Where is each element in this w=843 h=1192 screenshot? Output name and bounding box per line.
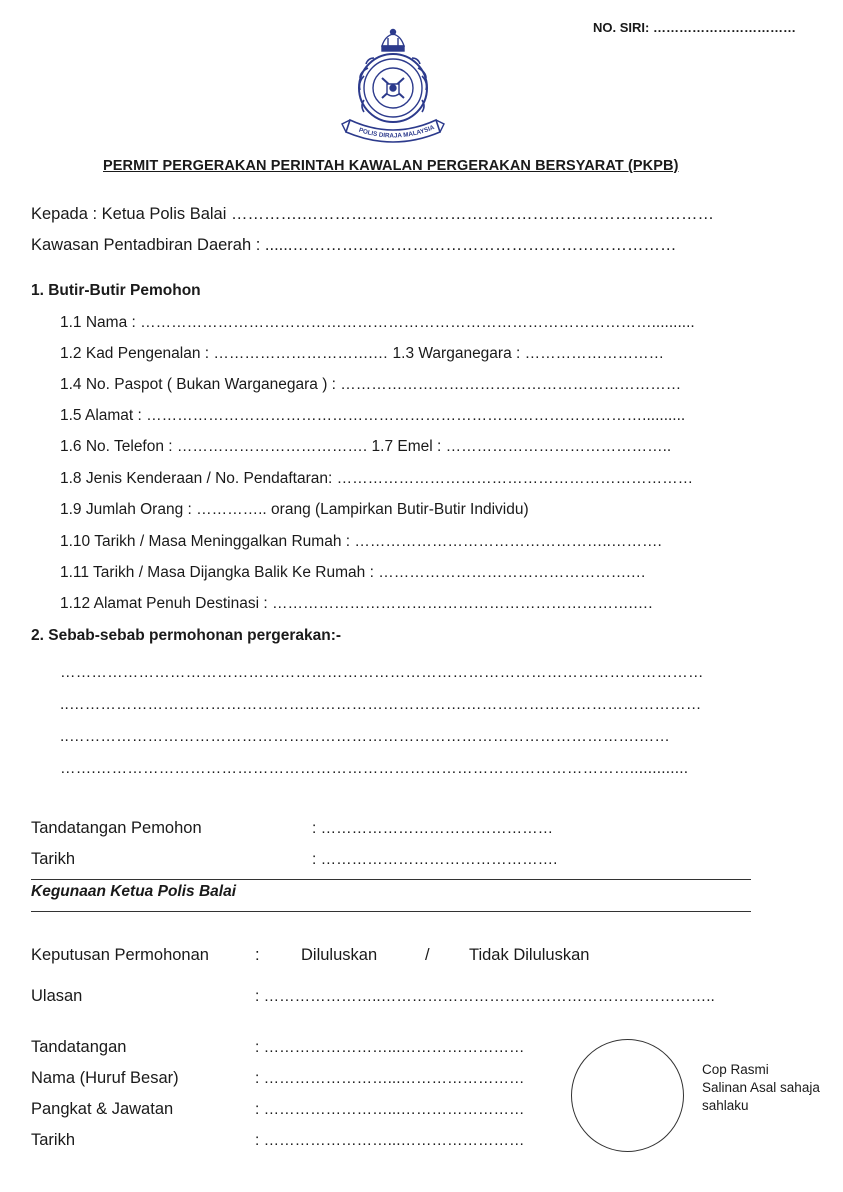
field-address[interactable]: 1.5 Alamat : …………………………………………………………………………………….......... [60,407,686,424]
section2-heading: 2. Sebab-sebab permohonan pergerakan:- [31,627,342,644]
section1-heading: 1. Butir-Butir Pemohon [31,282,201,299]
decision-colon: : [255,946,260,964]
stamp-note-line: Salinan Asal sahaja [702,1080,820,1095]
applicant-signature-field[interactable]: : ……………………………………… [312,820,554,837]
field-passport[interactable]: 1.4 No. Paspot ( Bukan Warganegara ) : ………………………………………………………… [60,376,682,393]
field-depart-time[interactable]: 1.10 Tarikh / Masa Meninggalkan Rumah : …………………………………………..………. [60,533,662,550]
official-stamp-circle [571,1039,684,1152]
serial-number: NO. SIRI: …………………………… [593,20,796,35]
remarks-label: Ulasan [31,987,83,1005]
field-persons[interactable]: 1.9 Jumlah Orang : ………….. orang (Lampirkan Butir-Butir Individu) [60,501,529,518]
officer-rank-field[interactable]: : ……………………...…………………… [255,1101,525,1118]
remarks-field[interactable]: : …………………..……………………………………………………….. [255,988,715,1005]
divider-top [31,879,751,880]
document-title: PERMIT PERGERAKAN PERINTAH KAWALAN PERGERAKAN BERSYARAT (PKPB) [103,158,679,174]
field-phone-email[interactable]: 1.6 No. Telefon : ………………………………. 1.7 Emel : …………………………………….. [60,438,672,455]
field-ic-citizenship[interactable]: 1.2 Kad Pengenalan : ………………………….… 1.3 Warganegara : ……………………… [60,345,665,362]
reason-line[interactable]: ..………………………………………………………………….……………………………………… [60,696,702,713]
decision-label: Keputusan Permohonan [31,946,209,964]
field-destination[interactable]: 1.12 Alamat Penuh Destinasi : …………………………………………………………….…. [60,595,653,612]
reason-line[interactable]: ..……………………………………………………………………………………………….…… [60,728,671,745]
applicant-date-label: Tarikh [31,850,76,868]
applicant-date-field[interactable]: : ………………………………………. [312,851,558,868]
officer-rank-label: Pangkat & Jawatan [31,1100,174,1118]
officer-date-field[interactable]: : ……………………...…………………… [255,1132,525,1149]
officer-section-heading: Kegunaan Ketua Polis Balai [31,883,236,900]
district-line[interactable]: Kawasan Pentadbiran Daerah : ......………….………………………………………………… [31,236,677,254]
crest-ribbon-text: POLIS DIRAJA MALAYSIA [357,124,436,140]
stamp-note-line: sahlaku [702,1098,749,1113]
divider-bottom [31,911,751,912]
decision-rejected-option[interactable]: Tidak Diluluskan [469,946,590,964]
addressee-line[interactable]: Kepada : Ketua Polis Balai ………….………………………………………………………………… [31,205,715,223]
officer-name-label: Nama (Huruf Besar) [31,1069,179,1087]
officer-date-label: Tarikh [31,1131,76,1149]
field-vehicle[interactable]: 1.8 Jenis Kenderaan / No. Pendaftaran: …………………………………………………………… [60,470,694,487]
officer-signature-label: Tandatangan [31,1038,127,1056]
decision-approved-option[interactable]: Diluluskan [301,946,378,964]
stamp-note-line: Cop Rasmi [702,1062,769,1077]
reason-line[interactable]: …….…………………………………………………………………………………………............. [60,760,689,777]
reason-line[interactable]: …………………………………………………………………………………………………………… [60,664,704,681]
applicant-signature-label: Tandatangan Pemohon [31,819,202,837]
officer-signature-field[interactable]: : ……………………...…………………… [255,1039,525,1056]
police-crest-logo [338,28,448,143]
field-return-time[interactable]: 1.11 Tarikh / Masa Dijangka Balik Ke Rumah : ………………………………………….… [60,564,646,581]
decision-slash: / [425,946,430,964]
field-nama[interactable]: 1.1 Nama : ……………………………………………………………………………………….......... [60,314,695,331]
officer-name-field[interactable]: : ……………………...…………………… [255,1070,525,1087]
